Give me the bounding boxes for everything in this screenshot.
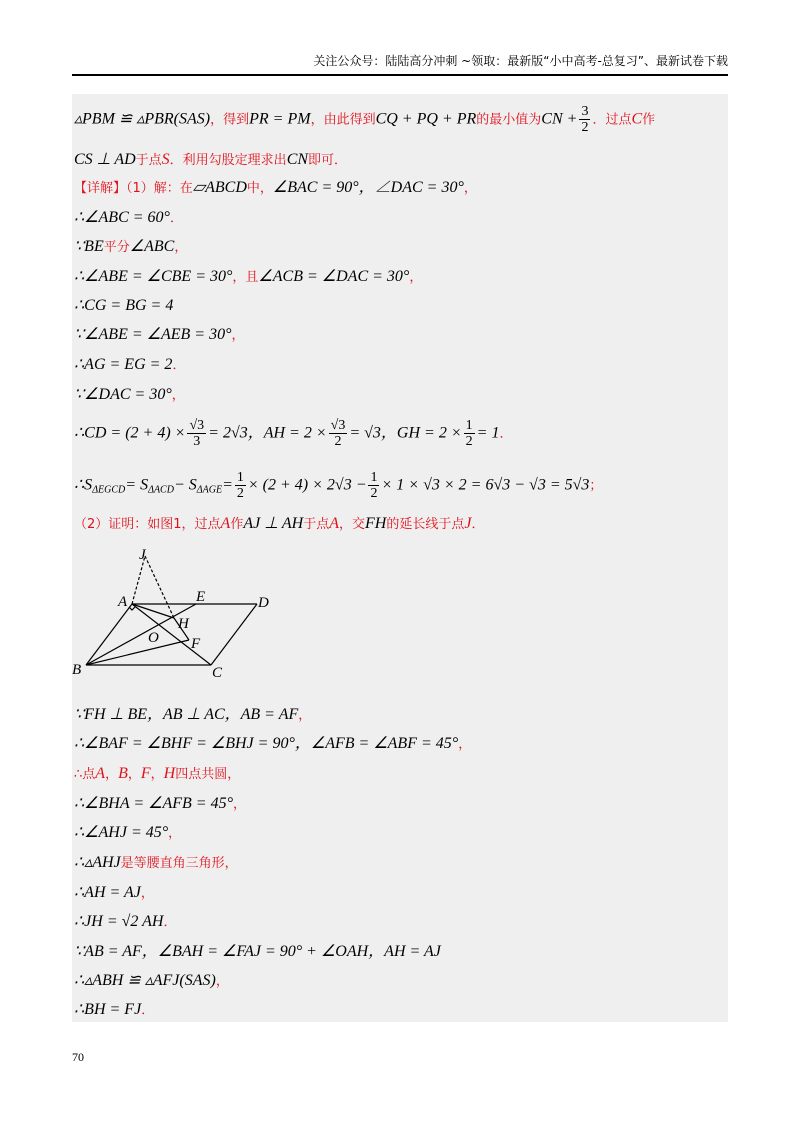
expression: ▱ABCD bbox=[192, 179, 247, 196]
expression: ∴BH = FJ bbox=[74, 1001, 142, 1018]
subscript: ΔEGCD bbox=[92, 484, 126, 496]
label-C: C bbox=[212, 665, 223, 681]
label-J: J bbox=[139, 547, 146, 563]
line-24 bbox=[74, 1000, 154, 1021]
line-15 bbox=[74, 734, 471, 755]
expression: ∴CD = (2 + 4) × bbox=[74, 424, 186, 442]
solution-panel bbox=[72, 94, 728, 1022]
expression: = bbox=[222, 476, 233, 494]
line-20 bbox=[74, 883, 154, 904]
text: 平分 bbox=[103, 240, 130, 255]
label-A: A bbox=[118, 594, 128, 610]
line-18 bbox=[74, 823, 181, 844]
text: （2）证明：如图1，过点 bbox=[74, 517, 221, 532]
expression: CN bbox=[286, 151, 309, 168]
expression: = √3，GH = 2 × bbox=[349, 424, 462, 442]
expression: AJ ⊥ AH bbox=[243, 515, 304, 532]
line-11 bbox=[74, 418, 512, 449]
text: ． bbox=[163, 915, 177, 930]
geometry-figure bbox=[72, 544, 292, 684]
text: ， bbox=[231, 328, 245, 343]
text: ， bbox=[215, 974, 229, 989]
expression: ∠ABC bbox=[129, 238, 175, 255]
label-D: D bbox=[258, 595, 269, 611]
line-19 bbox=[74, 853, 238, 874]
text: ，且 bbox=[232, 270, 259, 285]
expression: CS ⊥ AD bbox=[74, 151, 136, 168]
text: 即可． bbox=[308, 153, 348, 168]
line-16 bbox=[74, 764, 240, 785]
text: ， bbox=[174, 240, 188, 255]
expression: ∵∠DAC = 30° bbox=[74, 386, 172, 403]
point-label: J bbox=[464, 515, 472, 532]
text: ， bbox=[409, 270, 423, 285]
text: ． bbox=[499, 426, 513, 442]
expression: ∴∠AHJ = 45° bbox=[74, 824, 169, 841]
text: 的延长线于点 bbox=[386, 517, 465, 532]
line-8 bbox=[74, 325, 245, 346]
text: 中， bbox=[246, 181, 273, 196]
expression: × 1 × √3 × 2 = 6√3 − √3 = 5√3 bbox=[381, 476, 590, 494]
point-label: B bbox=[118, 765, 128, 782]
fraction: $\frac{1}{2}$ bbox=[465, 418, 473, 449]
fraction: $\frac{3}{2}$ bbox=[581, 104, 589, 135]
line-17 bbox=[74, 794, 246, 815]
expression: ∴AG = EG = 2 bbox=[74, 356, 173, 373]
line-9 bbox=[74, 355, 185, 376]
text: ， bbox=[168, 826, 182, 841]
detail-label: 【详解】 bbox=[74, 181, 127, 196]
text: （1）解：在 bbox=[126, 181, 193, 196]
expression: ∠ACB = ∠DAC = 30° bbox=[258, 268, 410, 285]
segment-JH bbox=[145, 556, 174, 618]
label-F: F bbox=[191, 636, 201, 652]
expression: ∴∠ABC = 60° bbox=[74, 209, 170, 226]
text: 作 bbox=[642, 112, 656, 128]
label-H: H bbox=[178, 616, 189, 632]
text: ， bbox=[463, 181, 477, 196]
right-angle-mark bbox=[129, 607, 135, 610]
text: 于点 bbox=[135, 153, 162, 168]
segment-DC bbox=[211, 604, 257, 665]
expression: ∴▵AHJ bbox=[74, 854, 121, 871]
line-4 bbox=[74, 208, 183, 229]
label-B: B bbox=[72, 662, 82, 678]
expression: ∵∠ABE = ∠AEB = 30° bbox=[74, 326, 232, 343]
expression: ∴S bbox=[74, 476, 93, 494]
expression: = 2√3，AH = 2 × bbox=[208, 424, 327, 442]
page-header bbox=[72, 52, 728, 76]
equation: PR = PM bbox=[249, 110, 311, 128]
text: ， bbox=[458, 737, 472, 752]
fraction: $\frac{√3}{3}$ bbox=[189, 418, 205, 449]
expression: ∵BE bbox=[74, 238, 104, 255]
header-text: 关注公众号：陆陆高分冲刺 ~领取：最新版“小中高考-总复习”、最新试卷下载 bbox=[313, 54, 728, 68]
point-label: F bbox=[140, 765, 151, 782]
expression: ∴AH = AJ bbox=[74, 884, 141, 901]
expression: CN + bbox=[541, 110, 578, 128]
text: ∴点 bbox=[74, 767, 96, 782]
text: ， bbox=[171, 388, 185, 403]
expression: ∴∠BAF = ∠BHF = ∠BHJ = 90°，∠AFB = ∠ABF = 45° bbox=[74, 735, 459, 752]
expression: ∠BAC = 90°，∠DAC = 30° bbox=[272, 179, 464, 196]
fraction: $\frac{√3}{2}$ bbox=[330, 418, 346, 449]
expression: × (2 + 4) × 2√3 − bbox=[247, 476, 367, 494]
expression: ∴CG = BG = 4 bbox=[74, 297, 174, 314]
expression: ∴∠BHA = ∠AFB = 45° bbox=[74, 795, 233, 812]
text: 四点共圆， bbox=[175, 767, 241, 782]
text: ， bbox=[233, 797, 247, 812]
text: ． bbox=[471, 517, 485, 532]
expression: ∵AB = AF，∠BAH = ∠FAJ = 90° + ∠OAH，AH = AJ bbox=[74, 943, 441, 960]
line-23 bbox=[74, 971, 229, 992]
expression: = S bbox=[125, 476, 149, 494]
text: 于点 bbox=[303, 517, 330, 532]
text: ， bbox=[150, 767, 164, 782]
point-label: S bbox=[161, 151, 170, 168]
page-number: 70 bbox=[72, 1050, 84, 1064]
expression: = 1 bbox=[476, 424, 500, 442]
line-7 bbox=[74, 296, 173, 316]
expression: FH bbox=[365, 515, 387, 532]
line-13 bbox=[74, 514, 484, 535]
line-21 bbox=[74, 912, 176, 933]
line-1 bbox=[74, 104, 655, 135]
expression: ∴JH = √2 AH bbox=[74, 913, 164, 930]
segment-AH bbox=[132, 604, 174, 618]
text: ． bbox=[172, 358, 186, 373]
expression: − S bbox=[173, 476, 197, 494]
line-10 bbox=[74, 385, 185, 406]
subscript: ΔAGE bbox=[196, 484, 223, 496]
text: ，得到 bbox=[210, 112, 250, 128]
text: ，由此得到 bbox=[310, 112, 376, 128]
line-14 bbox=[74, 705, 311, 726]
label-E: E bbox=[196, 589, 206, 605]
segment-BE bbox=[86, 604, 196, 665]
line-3 bbox=[74, 178, 477, 199]
text: 作 bbox=[230, 517, 244, 532]
expression: ∴▵ABH ≌ ▵AFJ(SAS) bbox=[74, 972, 216, 989]
text: ， bbox=[140, 886, 154, 901]
label-O: O bbox=[148, 630, 159, 646]
point-label: A bbox=[329, 515, 339, 532]
text: 是等腰直角三角形， bbox=[120, 856, 238, 871]
fraction: $\frac{1}{2}$ bbox=[236, 470, 244, 501]
fraction: $\frac{1}{2}$ bbox=[370, 470, 378, 501]
text: ； bbox=[589, 478, 603, 494]
line-22 bbox=[74, 942, 441, 962]
text: ， bbox=[298, 708, 312, 723]
text: ．利用勾股定理求出 bbox=[169, 153, 287, 168]
line-6 bbox=[74, 267, 422, 288]
text: 的最小值为 bbox=[476, 112, 542, 128]
text: ．过点 bbox=[592, 112, 632, 128]
expression: CQ + PQ + PR bbox=[375, 110, 477, 128]
text: ， bbox=[105, 767, 119, 782]
point-label: A bbox=[95, 765, 106, 782]
segment-AJ bbox=[132, 556, 145, 604]
subscript: ΔACD bbox=[148, 484, 174, 496]
expression: ∵FH ⊥ BE，AB ⊥ AC，AB = AF bbox=[74, 706, 299, 723]
point-label: H bbox=[163, 765, 176, 782]
text: ． bbox=[141, 1003, 155, 1018]
congruence-text: ▵PBM ≌ ▵PBR(SAS) bbox=[74, 110, 211, 128]
point-label: A bbox=[220, 515, 231, 532]
text: ， bbox=[127, 767, 141, 782]
line-12 bbox=[74, 470, 602, 501]
line-5 bbox=[74, 237, 187, 258]
line-2 bbox=[74, 150, 347, 171]
expression: ∴∠ABE = ∠CBE = 30° bbox=[74, 268, 233, 285]
text: ，交 bbox=[339, 517, 366, 532]
text: ． bbox=[169, 211, 183, 226]
point-label: C bbox=[631, 110, 643, 128]
